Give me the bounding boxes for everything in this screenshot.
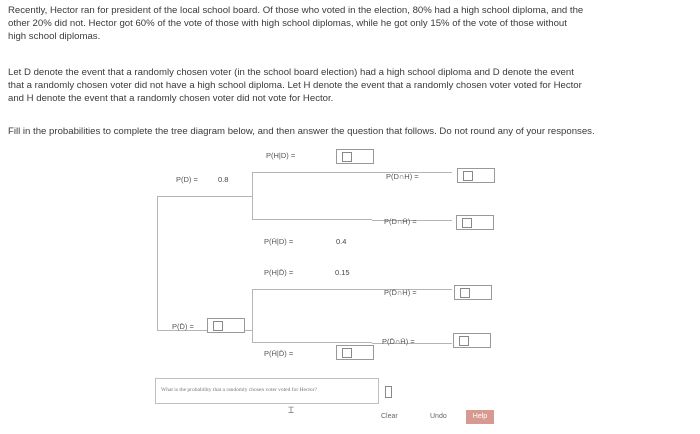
p-dbar-and-hbar-input[interactable] bbox=[459, 336, 469, 346]
instructions: Fill in the probabilities to complete the tree diagram below, and then answer the question that follows. Do not round any of your responses. bbox=[8, 126, 595, 137]
clear-button[interactable]: Clear bbox=[381, 413, 398, 420]
p-dbar-label: P(D̄) = bbox=[172, 322, 194, 331]
text-cursor-icon: ⌶ bbox=[288, 405, 295, 416]
p-h-given-d-label: P(H|D) = bbox=[266, 151, 296, 160]
p-hbar-given-d-value: 0.4 bbox=[336, 237, 347, 246]
defs-line-2: that a randomly chosen voter did not have a high school diploma. Let H denote the event that a randomly chosen voter voted for Hector bbox=[8, 80, 582, 91]
p-hbar-given-dbar-input[interactable] bbox=[342, 348, 352, 358]
p-h-given-dbar-label: P(H|D̄) = bbox=[264, 268, 294, 277]
tree-dbar-bracket bbox=[252, 289, 372, 343]
p-dbar-and-hbar-input-frame bbox=[453, 333, 491, 348]
intro-line-3: high school diplomas. bbox=[8, 31, 101, 42]
p-hbar-given-dbar-label: P(H̄|D̄) = bbox=[264, 349, 294, 358]
intro-line-2: other 20% did not. Hector got 60% of the vote of those with high school diplomas, while he got only 15% of the vote of those without bbox=[8, 18, 567, 29]
question-box bbox=[155, 378, 379, 404]
defs-line-1: Let D denote the event that a randomly chosen voter (in the school board election) had a high school diploma and D denote the event bbox=[8, 67, 574, 78]
p-d-and-hbar-input[interactable] bbox=[462, 218, 472, 228]
p-d-and-hbar-input-frame bbox=[456, 215, 494, 230]
defs-line-3: and H denote the event that a randomly chosen voter did not vote for Hector. bbox=[8, 93, 334, 104]
undo-button[interactable]: Undo bbox=[430, 413, 447, 420]
p-d-value: 0.8 bbox=[218, 175, 229, 184]
question-answer-input[interactable] bbox=[385, 386, 392, 398]
p-dbar-and-h-input-frame bbox=[454, 285, 492, 300]
p-hbar-given-d-label: P(H̄|D) = bbox=[264, 237, 294, 246]
p-dbar-input[interactable] bbox=[213, 321, 223, 331]
p-h-given-d-input[interactable] bbox=[342, 152, 352, 162]
p-h-given-dbar-value: 0.15 bbox=[335, 268, 350, 277]
p-d-and-h-input-frame bbox=[457, 168, 495, 183]
question-text: What is the probability that a randomly chosen voter voted for Hector? bbox=[161, 387, 317, 393]
p-dbar-and-h-label: P(D̄∩H) = bbox=[384, 288, 417, 297]
p-hbar-given-dbar-input-frame bbox=[336, 345, 374, 360]
p-dbar-and-h-input[interactable] bbox=[460, 288, 470, 298]
help-button[interactable]: Help bbox=[466, 410, 494, 424]
p-d-label: P(D) = bbox=[176, 175, 198, 184]
intro-line-1: Recently, Hector ran for president of the local school board. Of those who voted in the election, 80% had a high school diploma, and the bbox=[8, 5, 584, 16]
p-dbar-input-frame bbox=[207, 318, 245, 333]
p-d-and-h-label: P(D∩H) = bbox=[386, 172, 419, 181]
p-d-and-hbar-label: P(D∩H̄) = bbox=[384, 217, 417, 226]
tree-root-bracket bbox=[157, 196, 253, 331]
p-dbar-and-hbar-label: P(D̄∩H̄) = bbox=[382, 337, 415, 346]
p-d-and-h-input[interactable] bbox=[463, 171, 473, 181]
p-h-given-d-input-frame bbox=[336, 149, 374, 164]
tree-d-bracket bbox=[252, 172, 372, 220]
